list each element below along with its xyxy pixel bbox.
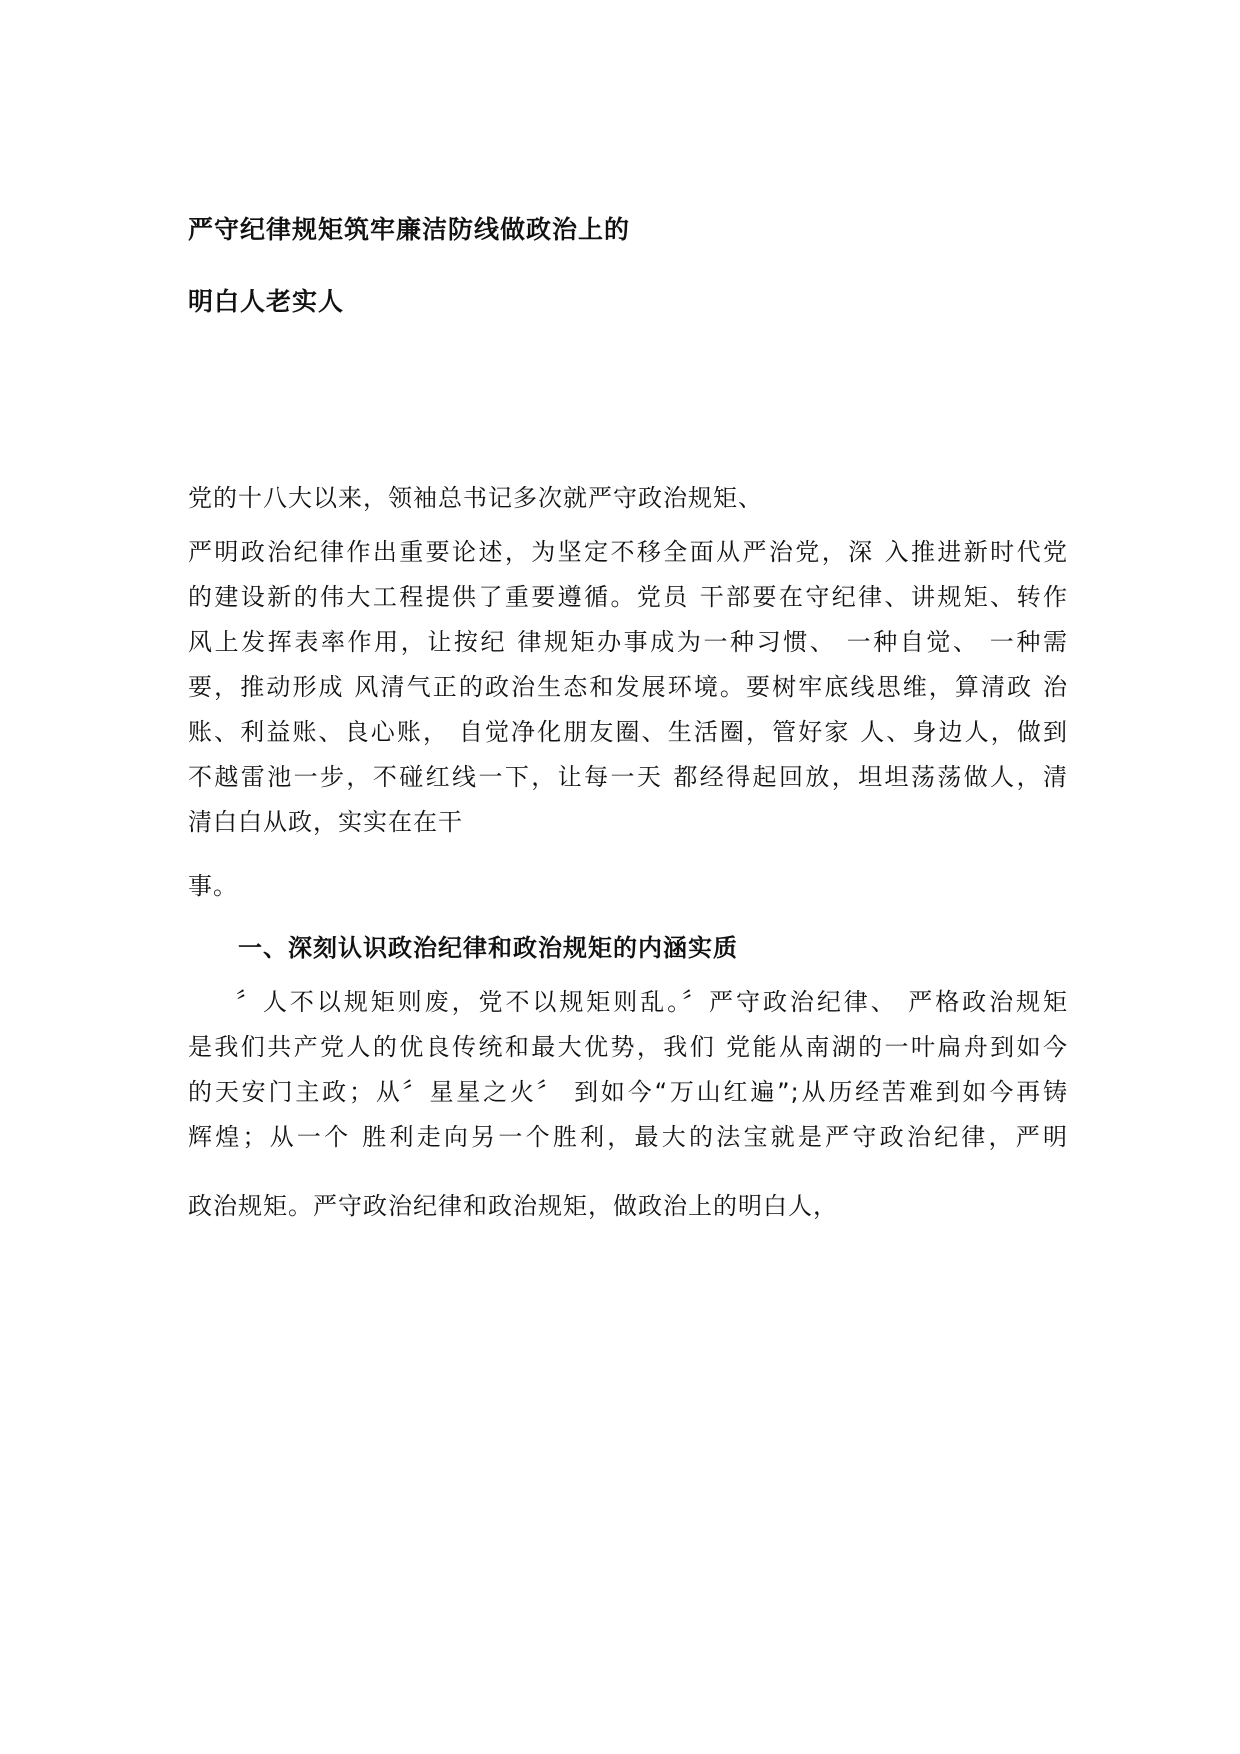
paragraph-line: 辉煌；从一个 胜利走向另一个胜利，最大的法宝就是严守政治纪律，严明 bbox=[188, 1123, 1068, 1151]
paragraph-line: 的建设新的伟大工程提供了重要遵循。党员 干部要在守纪律、讲规矩、转作 bbox=[188, 583, 1068, 611]
paragraph-line: 〞人不以规矩则废，党不以规矩则乱。〞严守政治纪律、 严格政治规矩 bbox=[236, 988, 1068, 1016]
paragraph-1-first-line: 党的十八大以来，领袖总书记多次就严守政治规矩、 bbox=[188, 484, 763, 512]
paragraph-1 bbox=[188, 530, 1068, 845]
paragraph-line: 严明政治纪律作出重要论述，为坚定不移全面从严治党，深 入推进新时代党 bbox=[188, 538, 1068, 566]
document-title-line-1: 严守纪律规矩筑牢廉洁防线做政治上的 bbox=[188, 215, 631, 244]
paragraph-line: 不越雷池一步，不碰红线一下，让每一天 都经得起回放，坦坦荡荡做人，清 bbox=[188, 763, 1068, 791]
paragraph-line: 要，推动形成 风清气正的政治生态和发展环境。要树牢底线思维，算清政 治 bbox=[188, 673, 1068, 701]
paragraph-line: 的天安门主政；从〞星星之火〞 到如今“万山红遍”;从历经苦难到如今再铸 bbox=[188, 1078, 1068, 1106]
paragraph-2-last-line: 政治规矩。严守政治纪律和政治规矩，做政治上的明白人， bbox=[188, 1192, 838, 1220]
paragraph-line: 是我们共产党人的优良传统和最大优势，我们 党能从南湖的一叶扁舟到如今 bbox=[188, 1033, 1068, 1061]
paragraph-line: 风上发挥表率作用，让按纪 律规矩办事成为一种习惯、 一种自觉、 一种需 bbox=[188, 628, 1068, 656]
document-title-line-2: 明白人老实人 bbox=[188, 287, 345, 316]
paragraph-2 bbox=[188, 980, 1068, 1160]
paragraph-1-end: 事。 bbox=[188, 872, 238, 900]
paragraph-line: 账、利益账、良心账， 自觉净化朋友圈、生活圈，管好家 人、身边人，做到 bbox=[188, 718, 1068, 746]
section-heading-1: 一、深刻认识政治纪律和政治规矩的内涵实质 bbox=[238, 934, 738, 962]
paragraph-line: 清白白从政，实实在在干 bbox=[188, 808, 463, 836]
